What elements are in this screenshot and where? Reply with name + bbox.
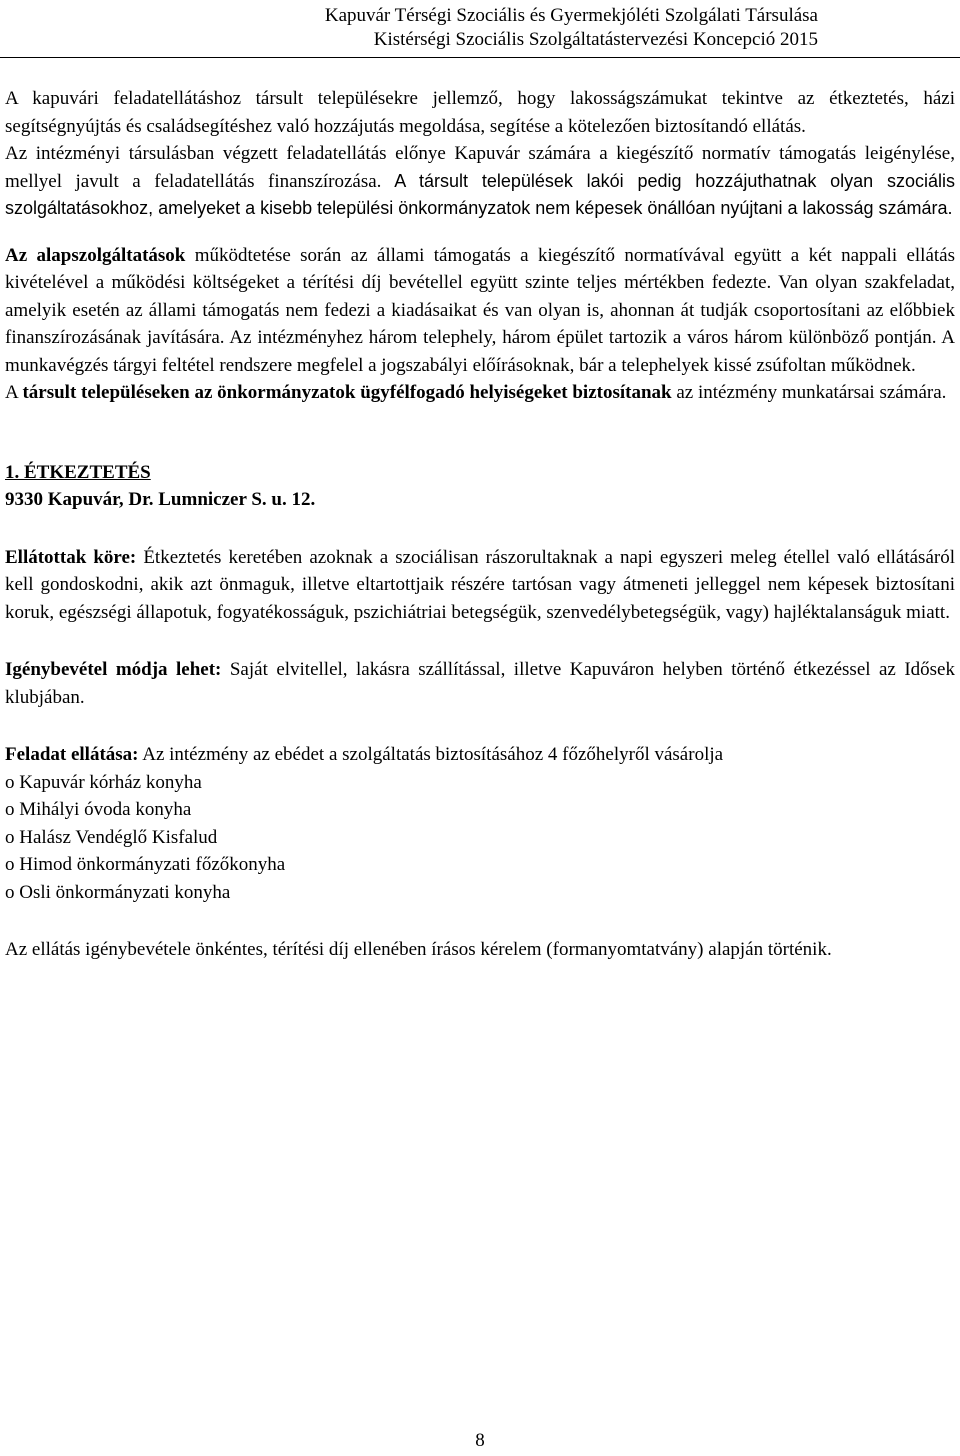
- closing-paragraph: Az ellátás igénybevétele önkéntes, térítési díj ellenében írásos kérelem (formanyomtatvány) alapján történik.: [5, 939, 832, 960]
- basic-services-paragraph: [5, 242, 955, 380]
- document-body: [5, 85, 955, 964]
- header-organization: Kapuvár Térségi Szociális és Gyermekjóléti Szolgálati Társulása: [324, 5, 818, 26]
- usage-paragraph: [5, 656, 955, 711]
- association-text-a: Az intézményi társulásban végzett feladatellátás előnye Kapuvár számára a kiegészítő normatív támogatás leigénylése, mellyel javult a feladatellátás finanszírozása.: [5, 143, 955, 192]
- task-label: Feladat ellátása:: [5, 744, 139, 765]
- scope-paragraph: [5, 544, 955, 627]
- usage-text: Saját elvitellel, lakásra szállítással, illetve Kapuváron helyben történő étkezéssel az Idősek klubjában.: [5, 659, 955, 708]
- intro-paragraph: A kapuvári feladatellátáshoz társult településekre jellemző, hogy lakosságszámukat tekintve az étkeztetés, házi segítségnyújtás és családsegítéshez való hozzájutás megoldása, segítése a kötelezően biztosítandó ellátás.: [5, 88, 955, 137]
- kitchen-list-item: o Mihályi óvoda konyha: [5, 799, 192, 820]
- kitchen-list-item: o Kapuvár kórház konyha: [5, 771, 202, 793]
- client-reception-a: A: [5, 382, 23, 403]
- client-reception-bold: társult településeken az önkormányzatok ügyfélfogadó helyiségeket biztosítanak: [22, 382, 672, 403]
- scope-label: Ellátottak köre:: [5, 546, 137, 568]
- page-header: [325, 4, 818, 52]
- association-paragraph: [5, 140, 955, 223]
- section-address: 9330 Kapuvár, Dr. Lumniczer S. u. 12.: [5, 489, 316, 510]
- task-paragraph: [5, 741, 955, 769]
- basic-services-lead: Az alapszolgáltatások: [5, 244, 186, 266]
- client-reception-b: az intézmény munkatársai számára.: [671, 382, 947, 403]
- basic-services-text: működtetése során az állami támogatás a kiegészítő normatívával együtt a két nappali ellátás kivételével a működési költségeket a térítési díj bevétellel együtt szinte teljes mértékben fedezte. Van olyan szakfeladat, amelyik esetén az állami támogatás nem fedezi a kiadásaikat és van olyan is, ahonnan át tudják csoportosítani az előbbiek finanszírozásának javítására. Az intézményhez három telephely, három épület tartozik a város három különböző pontján. A munkavégzés tárgyi feltétel rendszere megfelel a jogszabályi előírásoknak, bár a telephelyek kissé zsúfoltan működnek.: [5, 244, 956, 376]
- kitchen-list-item: o Himod önkormányzati főzőkonyha: [5, 854, 286, 875]
- page-number: 8: [475, 1430, 485, 1451]
- kitchen-list-item: o Osli önkormányzati konyha: [5, 881, 231, 903]
- client-reception-paragraph: [5, 379, 955, 407]
- task-text: Az intézmény az ebédet a szolgáltatás biztosításához 4 főzőhelyről vásárolja: [138, 744, 724, 765]
- scope-text: Étkeztetés keretében azoknak a szociálisan rászorultaknak a napi egyszeri meleg étellel való ellátásáról kell gondoskodni, akik azt önmaguk, illetve eltartottjaik részére tartósan vagy átmeneti jelleggel nem képesek biztosítani koruk, egészségi állapotuk, fogyatékosságuk, pszichiátriai betegségük, szenvedélybetegségük, vagy) hajléktalanságuk miatt.: [5, 546, 955, 623]
- kitchen-list-item: o Halász Vendéglő Kisfalud: [5, 826, 218, 848]
- usage-label: Igénybevétel módja lehet:: [5, 659, 222, 680]
- association-text-b: A társult települések lakói pedig hozzájuthatnak olyan szociális szolgáltatásokhoz, amelyeket a kisebb települési önkormányzatok nem képesek önállóan nyújtani a lakosság számára.: [5, 170, 955, 218]
- header-document-title: Kistérségi Szociális Szolgáltatástervezési Koncepció 2015: [373, 29, 818, 50]
- header-divider: [0, 57, 960, 58]
- section-heading: 1. ÉTKEZTETÉS: [5, 461, 151, 483]
